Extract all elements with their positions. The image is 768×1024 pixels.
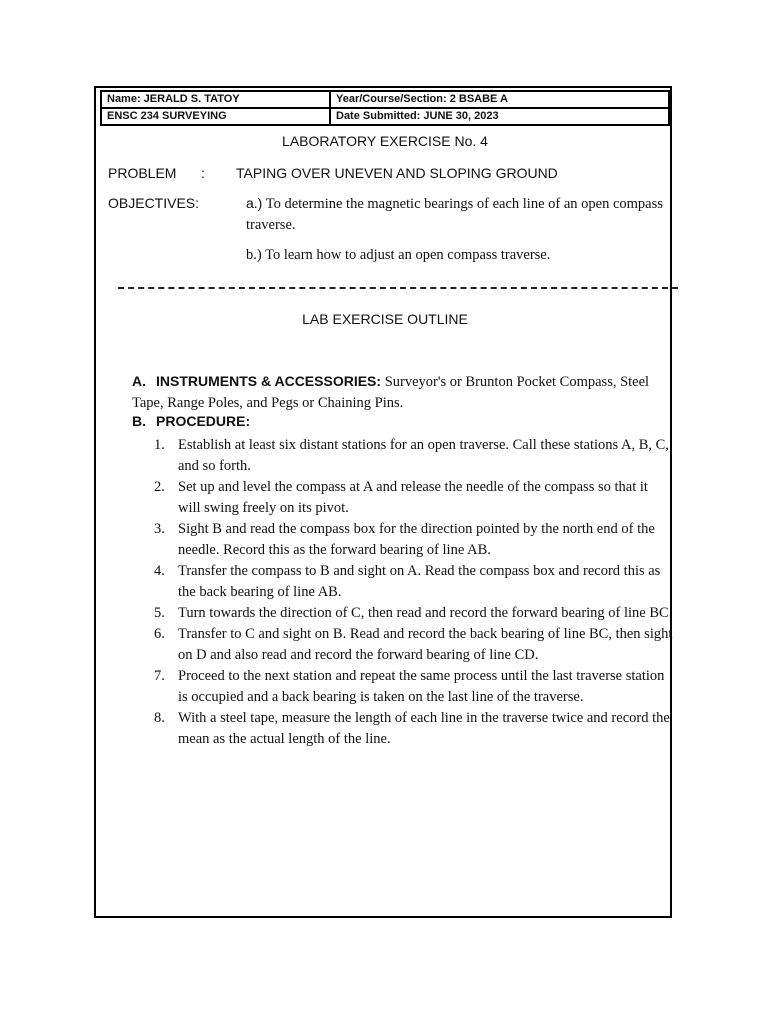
course-code: ENSC 234 SURVEYING <box>101 108 330 125</box>
procedure-step <box>154 708 674 750</box>
procedure-step <box>154 435 674 477</box>
outline-title: LAB EXERCISE OUTLINE <box>302 311 468 327</box>
step-text: Transfer the compass to B and sight on A. Read the compass box and record this as the back bearing of line AB. <box>178 563 661 600</box>
objective-text: To determine the magnetic bearings of each line of an open compass traverse. <box>246 196 663 233</box>
step-number: 6. <box>154 626 165 642</box>
student-name: Name: JERALD S. TATOY <box>101 91 330 108</box>
problem-label: PROBLEM <box>108 165 177 181</box>
procedure-step <box>154 603 674 624</box>
objective-marker: b.) <box>246 247 262 263</box>
section-letter: A. <box>132 373 146 389</box>
section-procedure <box>132 413 668 431</box>
dashed-divider <box>118 287 678 289</box>
procedure-step <box>154 561 674 603</box>
objective-item <box>246 193 666 236</box>
document-frame <box>94 86 672 918</box>
procedure-step <box>154 477 674 519</box>
year-course-section: Year/Course/Section: 2 BSABE A <box>330 91 669 108</box>
step-text: Proceed to the next station and repeat the same process until the last traverse station is occupied and a back bearing is taken on the last line of the traverse. <box>178 668 665 705</box>
objective-marker: a.) <box>246 195 263 211</box>
procedure-steps <box>154 435 674 750</box>
step-number: 4. <box>154 563 165 579</box>
objective-text: To learn how to adjust an open compass traverse. <box>265 247 551 263</box>
problem-text: TAPING OVER UNEVEN AND SLOPING GROUND <box>236 165 558 181</box>
procedure-step <box>154 624 674 666</box>
step-number: 7. <box>154 668 165 684</box>
header-table <box>100 90 670 126</box>
step-text: Set up and level the compass at A and release the needle of the compass so that it will swing freely on its pivot. <box>178 479 648 516</box>
section-text: Surveyor's or Brunton Pocket Compass, Steel Tape, Range Poles, and Pegs or Chaining Pins. <box>132 374 650 411</box>
step-number: 2. <box>154 479 165 495</box>
objectives-list <box>246 193 666 275</box>
step-number: 5. <box>154 605 165 621</box>
objective-item <box>246 245 666 266</box>
step-text: Sight B and read the compass box for the direction pointed by the north end of the needle. Record this as the forward bearing of line AB. <box>178 521 655 558</box>
step-text: Establish at least six distant stations for an open traverse. Call these stations A, B, C, and so forth. <box>178 437 669 474</box>
section-letter: B. <box>132 413 146 429</box>
section-heading: INSTRUMENTS & ACCESSORIES: <box>156 373 382 389</box>
procedure-step <box>154 666 674 708</box>
step-number: 1. <box>154 437 165 453</box>
step-text: Transfer to C and sight on B. Read and record the back bearing of line BC, then sight on D and also read and record the forward bearing of line CD. <box>178 626 673 663</box>
problem-colon: : <box>201 165 205 181</box>
step-text: Turn towards the direction of C, then read and record the forward bearing of line BC. <box>178 605 673 621</box>
header-row <box>101 91 669 108</box>
header-row <box>101 108 669 125</box>
procedure-step <box>154 519 674 561</box>
section-instruments <box>132 371 662 414</box>
step-number: 3. <box>154 521 165 537</box>
section-heading: PROCEDURE: <box>156 413 251 429</box>
objectives-label: OBJECTIVES: <box>108 195 200 211</box>
exercise-title: LABORATORY EXERCISE No. 4 <box>282 133 488 149</box>
date-submitted: Date Submitted: JUNE 30, 2023 <box>330 108 669 125</box>
step-text: With a steel tape, measure the length of each line in the traverse twice and record the mean as the actual length of the line. <box>178 710 670 747</box>
step-number: 8. <box>154 710 165 726</box>
